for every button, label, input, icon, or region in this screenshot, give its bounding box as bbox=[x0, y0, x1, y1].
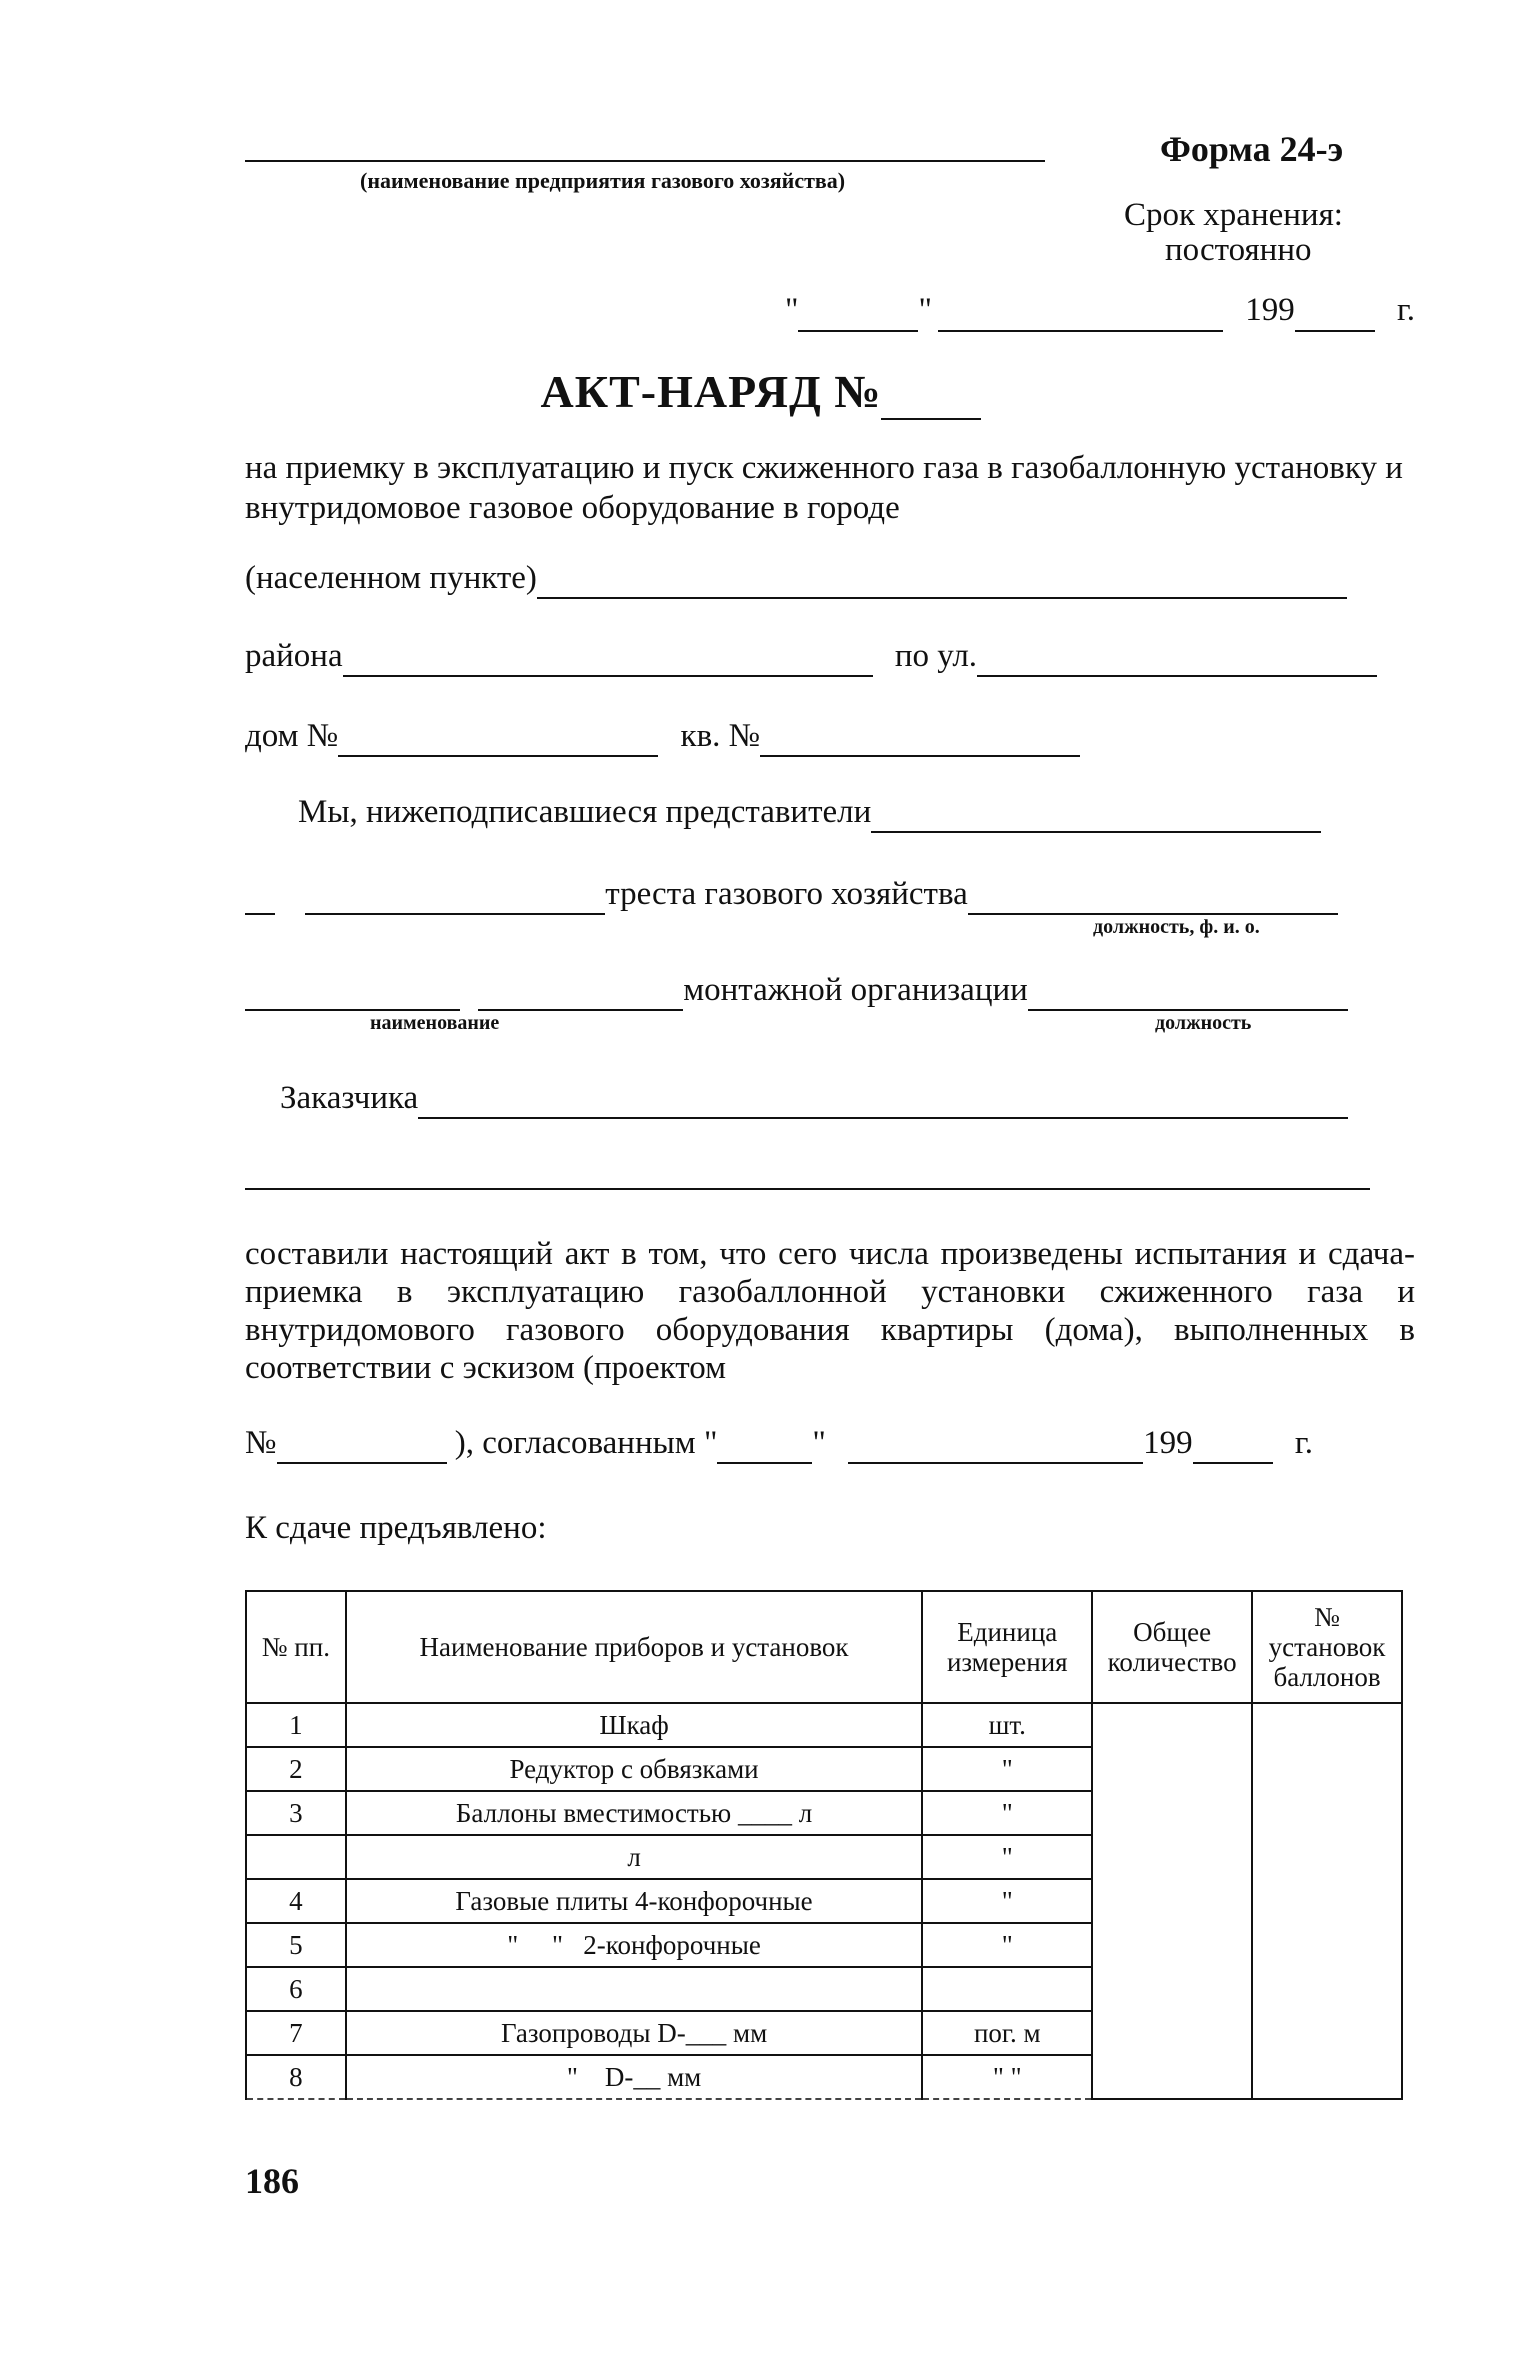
row-num: 8 bbox=[246, 2055, 346, 2099]
project-year-blank[interactable] bbox=[1193, 1425, 1273, 1464]
project-suffix: г. bbox=[1294, 1425, 1313, 1461]
header-quantity: Общее количество bbox=[1092, 1591, 1252, 1703]
day-blank[interactable] bbox=[798, 290, 918, 332]
row-unit: шт. bbox=[922, 1703, 1092, 1747]
header-cylinders: № установок баллонов bbox=[1252, 1591, 1402, 1703]
storage-value: постоянно bbox=[1165, 232, 1312, 268]
presented-label: К сдаче предъявлено: bbox=[245, 1510, 547, 1546]
trust-row bbox=[245, 876, 1338, 915]
house-blank[interactable] bbox=[338, 718, 658, 757]
row-name: " D-__ мм bbox=[346, 2055, 923, 2099]
install-org-name-blank-2[interactable] bbox=[478, 972, 683, 1011]
row-num: 7 bbox=[246, 2011, 346, 2055]
row-unit: " bbox=[922, 1835, 1092, 1879]
title-text: АКТ-НАРЯД № bbox=[540, 366, 882, 417]
trust-prefix-blank[interactable] bbox=[245, 876, 275, 915]
customer-blank[interactable] bbox=[418, 1080, 1348, 1119]
settlement-row bbox=[245, 560, 1347, 599]
table-row bbox=[246, 1703, 1402, 1747]
items-table bbox=[245, 1590, 1403, 2100]
representatives-row bbox=[298, 794, 1321, 833]
year-blank[interactable] bbox=[1295, 290, 1375, 332]
position-caption: должность bbox=[1155, 1012, 1252, 1034]
project-agreed-label: ), согласованным bbox=[454, 1425, 696, 1461]
row-unit[interactable] bbox=[922, 1967, 1092, 2011]
install-org-row bbox=[245, 972, 1348, 1011]
install-org-label: монтажной организации bbox=[683, 972, 1028, 1008]
row-name: Газовые плиты 4-конфорочные bbox=[346, 1879, 923, 1923]
trust-caption: должность, ф. и. о. bbox=[1093, 916, 1260, 938]
form-label: Форма 24-э bbox=[1160, 129, 1344, 169]
row-num bbox=[246, 1835, 346, 1879]
row-unit: пог. м bbox=[922, 2011, 1092, 2055]
date-year: 199 bbox=[1245, 292, 1295, 328]
header-num: № пп. bbox=[246, 1591, 346, 1703]
org-caption: (наименование предприятия газового хозяйства) bbox=[360, 168, 846, 193]
representatives-blank[interactable] bbox=[871, 794, 1321, 833]
project-year: 199 bbox=[1143, 1425, 1193, 1461]
customer-row bbox=[280, 1080, 1348, 1119]
project-month-blank[interactable] bbox=[848, 1425, 1143, 1464]
project-quote-open: " bbox=[703, 1425, 718, 1461]
install-org-name-blank[interactable] bbox=[245, 972, 460, 1011]
project-day-blank[interactable] bbox=[717, 1425, 812, 1464]
house-row bbox=[245, 718, 1080, 757]
date-suffix: г. bbox=[1396, 292, 1416, 328]
apartment-label: кв. № bbox=[680, 718, 761, 754]
cylinders-cell[interactable] bbox=[1252, 1703, 1402, 2099]
row-unit: " bbox=[922, 1791, 1092, 1835]
row-name: Газопроводы D-___ мм bbox=[346, 2011, 923, 2055]
customer-label: Заказчика bbox=[280, 1080, 419, 1116]
month-blank[interactable] bbox=[938, 290, 1223, 332]
table-header-row bbox=[246, 1591, 1402, 1703]
representatives-label: Мы, нижеподписавшиеся представители bbox=[298, 794, 872, 830]
page-number: 186 bbox=[245, 2161, 299, 2201]
trust-label: треста газового хозяйства bbox=[605, 876, 968, 912]
date-row bbox=[785, 290, 1415, 332]
row-unit: " " bbox=[922, 2055, 1092, 2099]
row-name: " " 2-конфорочные bbox=[346, 1923, 923, 1967]
row-num: 3 bbox=[246, 1791, 346, 1835]
district-label: района bbox=[245, 638, 343, 674]
project-quote-close: " bbox=[812, 1425, 826, 1461]
name-caption: наименование bbox=[370, 1012, 500, 1034]
row-unit: " bbox=[922, 1747, 1092, 1791]
customer-extra-line[interactable] bbox=[245, 1188, 1370, 1190]
row-num: 2 bbox=[246, 1747, 346, 1791]
row-num: 6 bbox=[246, 1967, 346, 2011]
row-num: 1 bbox=[246, 1703, 346, 1747]
row-unit: " bbox=[922, 1879, 1092, 1923]
row-name: Шкаф bbox=[346, 1703, 923, 1747]
row-name: Баллоны вместимостью ____ л bbox=[346, 1791, 923, 1835]
settlement-blank[interactable] bbox=[537, 560, 1347, 599]
row-name[interactable] bbox=[346, 1967, 923, 2011]
page-title bbox=[0, 365, 1522, 420]
project-num-label: № bbox=[245, 1425, 277, 1461]
quantity-cell[interactable] bbox=[1092, 1703, 1252, 2099]
trust-position-blank[interactable] bbox=[968, 876, 1338, 915]
intro-text: на приемку в эксплуатацию и пуск сжиженного газа в газобаллонную установку и внутридомовое газовое оборудование в городе bbox=[245, 450, 1403, 526]
row-num: 5 bbox=[246, 1923, 346, 1967]
body-text: составили настоящий акт в том, что сего числа произведены испытания и сдача-приемка в эксплуатацию газобаллонной установки сжиженного газа и внутридомового газового оборудования квартиры (дома), выполненных в соответствии с эскизом (проектом bbox=[245, 1236, 1415, 1386]
date-quote-close: " bbox=[918, 292, 932, 328]
street-blank[interactable] bbox=[977, 638, 1377, 677]
install-org-position-blank[interactable] bbox=[1028, 972, 1348, 1011]
header-unit: Единица измерения bbox=[922, 1591, 1092, 1703]
settlement-label: (населенном пункте) bbox=[245, 560, 537, 596]
act-number-blank[interactable] bbox=[881, 365, 981, 420]
house-label: дом № bbox=[245, 718, 339, 754]
header-name: Наименование приборов и установок bbox=[346, 1591, 923, 1703]
storage-label: Срок хранения: bbox=[1124, 197, 1343, 233]
row-name: Редуктор с обвязками bbox=[346, 1747, 923, 1791]
row-num: 4 bbox=[246, 1879, 346, 1923]
org-name-line bbox=[245, 160, 1045, 162]
project-num-blank[interactable] bbox=[277, 1425, 447, 1464]
district-row bbox=[245, 638, 1377, 677]
street-label: по ул. bbox=[894, 638, 978, 674]
apartment-blank[interactable] bbox=[760, 718, 1080, 757]
project-row bbox=[245, 1425, 1313, 1464]
trust-name-blank[interactable] bbox=[305, 876, 605, 915]
row-unit: " bbox=[922, 1923, 1092, 1967]
row-name: л bbox=[346, 1835, 923, 1879]
date-quote-open: " bbox=[785, 292, 799, 328]
district-blank[interactable] bbox=[343, 638, 873, 677]
